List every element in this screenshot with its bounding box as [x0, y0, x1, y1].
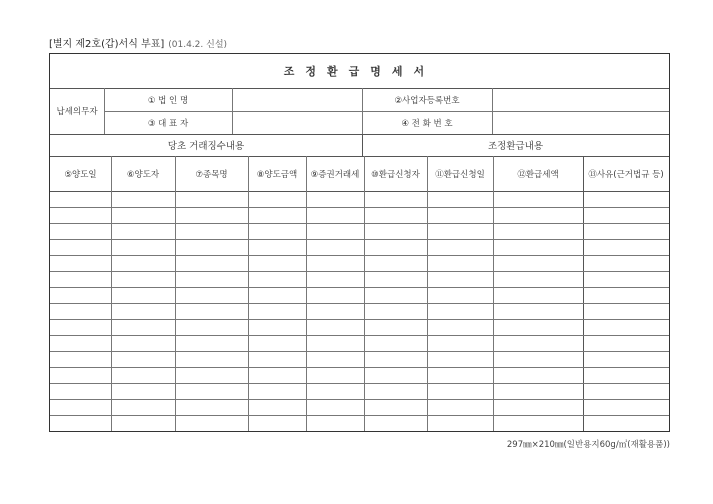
table-row-divider	[50, 399, 669, 400]
column-header-reason: ⑬사유(근거법규 등)	[588, 169, 664, 180]
adjusted-refund-section-header: 조정환급내용	[487, 141, 544, 152]
table-row-divider	[50, 239, 669, 240]
table-row-divider	[50, 223, 669, 224]
column-header-refund-amount: ⑫환급세액	[517, 169, 559, 180]
original-collection-section-header: 당초 거래징수내용	[167, 141, 245, 152]
table-row-divider	[50, 255, 669, 256]
representative-label: ③ 대 표 자	[147, 118, 189, 129]
taxpayer-col-divider-1	[232, 88, 233, 134]
column-divider	[364, 156, 365, 431]
table-row-divider	[50, 415, 669, 416]
form-attachment-label: [별지 제2호(갑)서식 부표]	[49, 39, 165, 50]
business-number-field[interactable]	[492, 88, 669, 111]
column-divider	[493, 156, 494, 431]
form-revision-note: (01.4.2. 신설)	[168, 40, 228, 50]
column-header-transfer-date: ⑤양도일	[64, 169, 97, 180]
taxpayer-row-divider	[104, 111, 669, 112]
corp-name-label: ① 법 인 명	[147, 95, 189, 106]
taxpayer-col-divider-2	[362, 88, 363, 134]
table-row-divider	[50, 351, 669, 352]
column-header-transfer-amount: ⑧양도금액	[256, 169, 298, 180]
table-row-divider	[50, 287, 669, 288]
phone-field[interactable]	[492, 111, 669, 134]
table-row-divider	[50, 319, 669, 320]
taxpayer-bottom-divider	[50, 134, 669, 135]
column-divider	[248, 156, 249, 431]
column-header-securities-tax: ⑨증권거래세	[310, 169, 360, 180]
taxpayer-label-divider	[104, 88, 105, 134]
column-header-refund-applicant: ⑩환급신청자	[371, 169, 420, 180]
column-header-transferor: ⑥양도자	[126, 169, 160, 180]
corp-name-field[interactable]	[232, 88, 362, 111]
taxpayer-group-label: 납세의무자	[56, 107, 98, 117]
column-divider	[175, 156, 176, 431]
section-divider	[362, 134, 363, 156]
table-row-divider	[50, 271, 669, 272]
table-row-divider	[50, 207, 669, 208]
phone-label: ④ 전 화 번 호	[401, 118, 453, 129]
column-divider	[427, 156, 428, 431]
business-number-label: ②사업자등록번호	[394, 95, 460, 106]
column-header-divider	[50, 191, 669, 192]
table-row-divider	[50, 303, 669, 304]
taxpayer-col-divider-3	[492, 88, 493, 134]
column-header-refund-date: ⑪환급신청일	[435, 169, 485, 180]
form-title: 조정환급명세서	[283, 65, 436, 78]
form-attachment-header	[49, 35, 227, 50]
table-row-divider	[50, 335, 669, 336]
table-row-divider	[50, 383, 669, 384]
paper-spec-footer: 297㎜×210㎜(일반용지60g/㎡(재활용품))	[506, 440, 670, 450]
representative-field[interactable]	[232, 111, 362, 134]
column-divider	[583, 156, 584, 431]
form-table	[49, 53, 670, 432]
column-divider	[111, 156, 112, 431]
title-divider	[50, 88, 669, 89]
section-header-divider	[50, 156, 669, 157]
column-header-security-name: ⑦종목명	[195, 169, 228, 180]
column-divider	[306, 156, 307, 431]
table-row-divider	[50, 367, 669, 368]
